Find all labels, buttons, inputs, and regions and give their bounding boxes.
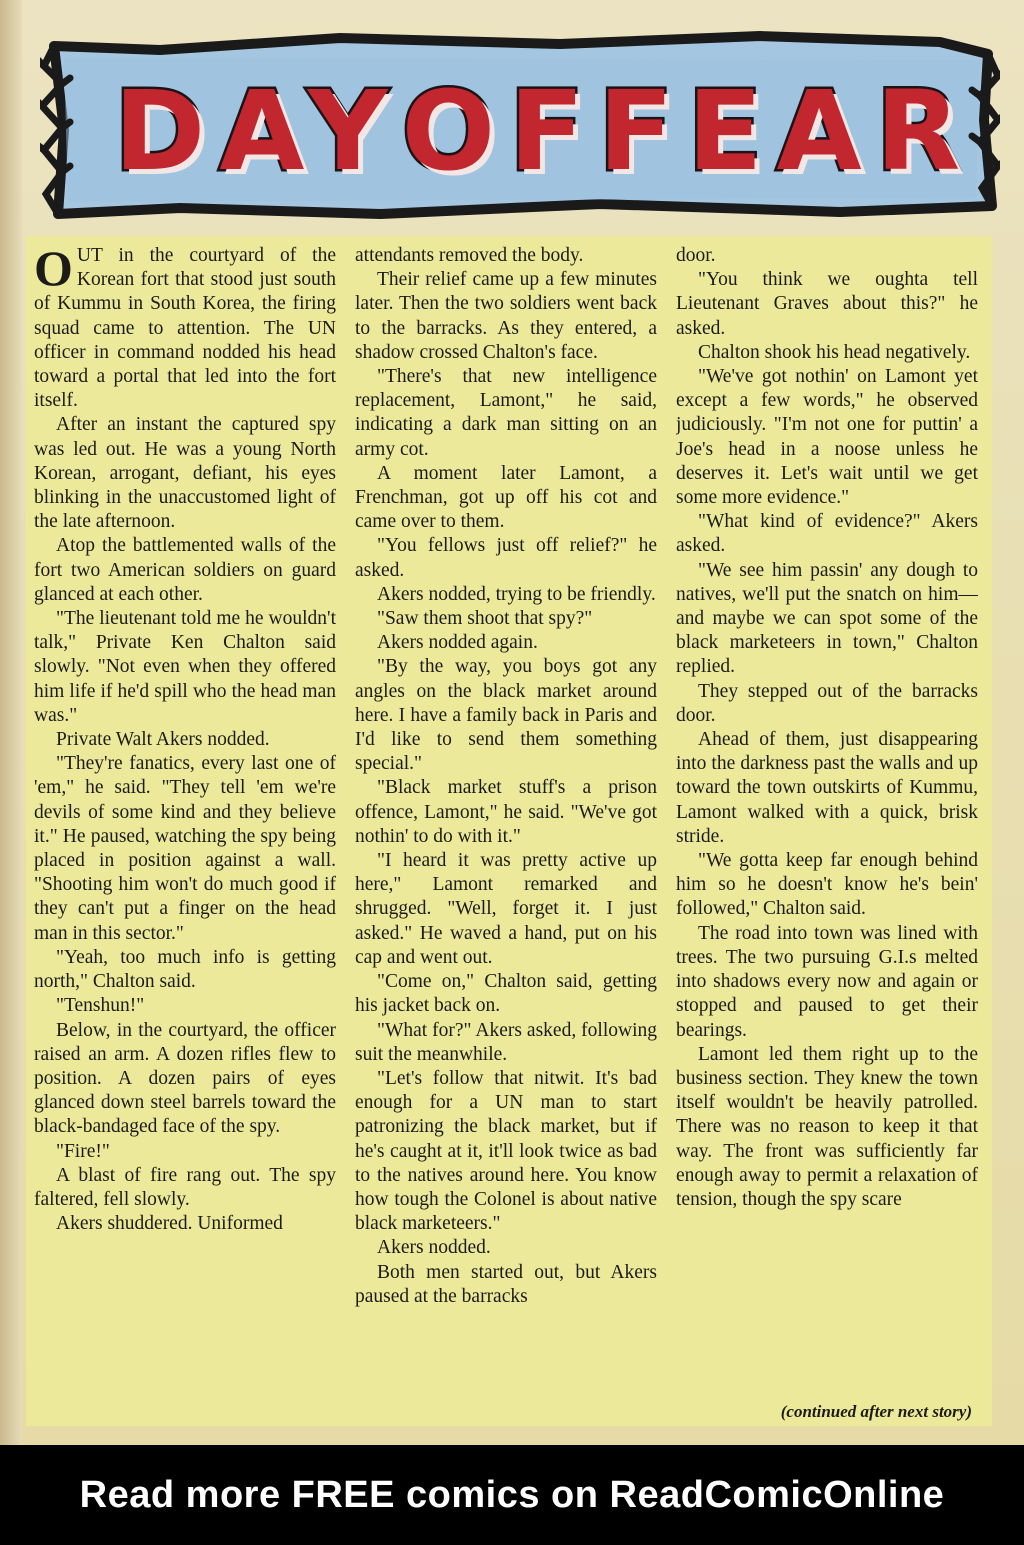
story-paragraph xyxy=(355,655,657,776)
paragraph-text: They stepped out of the barracks door. xyxy=(676,680,978,726)
story-paragraph xyxy=(34,1164,336,1212)
paragraph-text: "We gotta keep far enough behind him so he doesn't know he's bein' followed," Chalton said. xyxy=(676,850,978,920)
paragraph-text: "Tenshun!" xyxy=(56,995,145,1017)
story-paragraph xyxy=(355,970,657,1018)
paragraph-text: "We see him passin' any dough to natives, we'll put the snatch on him—and maybe we can spot some of the black marketeers in town," Chalton replied. xyxy=(676,559,978,678)
paragraph-text: UT in the courtyard of the Korean fort that stood just south of Kummu in South Korea, the firing squad came to attention. The UN officer in command nodded his head toward a portal that led into the fort itself. xyxy=(34,245,336,412)
paragraph-text: "By the way, you boys got any angles on the black market around here. I have a family back in Paris and I'd like to send them something special." xyxy=(355,656,657,775)
story-paragraph xyxy=(355,462,657,535)
story-column-3 xyxy=(676,244,978,1394)
paragraph-text: attendants removed the body. xyxy=(355,245,584,266)
story-paragraph xyxy=(676,365,978,510)
drop-cap: O xyxy=(34,244,73,296)
paragraph-text: Atop the battlemented walls of the fort two American soldiers on guard glanced at each other. xyxy=(34,535,336,605)
story-paragraph xyxy=(355,268,657,365)
paragraph-text: "What for?" Akers asked, following suit the meanwhile. xyxy=(355,1019,657,1065)
paragraph-text: Ahead of them, just disappearing into the darkness past the walls and up toward the town outskirts of Kummu, Lamont walked with a quick, brisk stride. xyxy=(676,729,978,847)
paragraph-text: "Fire!" xyxy=(56,1140,110,1162)
paragraph-text: "They're fanatics, every last one of 'em," he said. "They tell 'em we're devils of some kind and they believe it." He paused, watching the spy being placed in position against a wall. "Shooting him won't do much good if they can't put a finger on the head man in this sector." xyxy=(34,753,336,944)
paragraph-text: door. xyxy=(676,245,716,266)
paragraph-text: "Come on," Chalton said, getting his jacket back on. xyxy=(355,971,657,1017)
continued-note: (continued after next story) xyxy=(780,1402,972,1421)
paragraph-text: Akers nodded, trying to be friendly. xyxy=(377,583,656,605)
paragraph-text: The road into town was lined with trees. The two pursuing G.I.s melted into shadows every now and again or stopped and paused to get their bearings. xyxy=(676,922,978,1041)
story-paragraph xyxy=(676,849,978,922)
paragraph-text: "You think we oughta tell Lieutenant Graves about this?" he asked. xyxy=(676,269,978,339)
story-paragraph xyxy=(34,994,336,1018)
paragraph-text: "Let's follow that nitwit. It's bad enough for a UN man to start patronizing the black market, but if he's caught at it, it'll look twice as bad to the natives around here. You know how tough the Colonel is about native black marketeers." xyxy=(355,1067,657,1235)
paragraph-text: Both men started out, but Akers paused at the barracks xyxy=(355,1261,657,1307)
paragraph-text: "You fellows just off relief?" he asked. xyxy=(355,535,657,581)
paragraph-text: Private Walt Akers nodded. xyxy=(56,729,270,751)
story-paragraph xyxy=(676,1043,978,1212)
story-paragraph xyxy=(676,922,978,1043)
story-paragraph xyxy=(34,1212,336,1236)
story-paragraph xyxy=(355,1261,657,1309)
paragraph-text: A moment later Lamont, a Frenchman, got up off his cot and came over to them. xyxy=(355,462,657,533)
paragraph-text: Below, in the courtyard, the officer raised an arm. A dozen rifles flew to position. A dozen pairs of eyes glanced down steel barrels toward the black-bandaged face of the spy. xyxy=(34,1019,336,1138)
story-paragraph xyxy=(355,365,657,462)
story-paragraph xyxy=(676,680,978,728)
story-paragraph xyxy=(676,510,978,558)
promo-link[interactable]: Read more FREE comics on ReadComicOnline xyxy=(79,1473,945,1516)
paragraph-text: Akers nodded again. xyxy=(377,632,538,654)
story-paragraph xyxy=(355,1019,657,1067)
paragraph-text: "There's that new intelligence replacement, Lamont," he said, indicating a dark man sitting on an army cot. xyxy=(355,366,657,460)
paragraph-text: "I heard it was pretty active up here," Lamont remarked and shrugged. "Well, forget it. I just asked." He waved a hand, put on his cap and went out. xyxy=(355,850,657,968)
story-paragraph xyxy=(34,728,336,752)
story-paragraph xyxy=(355,607,657,631)
title-banner xyxy=(40,30,1000,222)
paragraph-text: Lamont led them right up to the business section. They knew the town itself wouldn't be heavily patrolled. There was no reason to keep it that way. The front was sufficiently far enough away to permit a relaxation of tension, though the spy scare xyxy=(676,1043,978,1210)
paragraph-text: "What kind of evidence?" Akers asked. xyxy=(676,511,978,557)
title-word-day: DAY xyxy=(114,67,402,195)
story-paragraph xyxy=(676,341,978,365)
story-paragraph xyxy=(355,1067,657,1236)
promo-footer[interactable] xyxy=(0,1445,1024,1545)
paragraph-text: "Saw them shoot that spy?" xyxy=(377,608,593,630)
story-paragraph xyxy=(34,1019,336,1140)
paragraph-text: Their relief came up a few minutes later. Then the two soldiers went back to the barracks. As they entered, a shadow crossed Chalton's face. xyxy=(355,269,657,363)
paragraph-text: A blast of fire rang out. The spy faltered, fell slowly. xyxy=(34,1164,336,1210)
title-word-fear: FEAR xyxy=(598,67,975,195)
story-paragraph xyxy=(676,268,978,341)
story-paragraph xyxy=(355,1236,657,1260)
paragraph-text: "Yeah, too much info is getting north," Chalton said. xyxy=(34,946,336,993)
story-paragraph xyxy=(355,534,657,582)
story-paragraph xyxy=(676,728,978,849)
paragraph-text: "The lieutenant told me he wouldn't talk," Private Ken Chalton said slowly. "Not even when they offered him life if he'd spill who the head man was." xyxy=(34,608,336,726)
title-word-of: OF xyxy=(401,67,599,195)
story-paragraph xyxy=(355,776,657,849)
paragraph-text: Akers nodded. xyxy=(377,1237,491,1259)
story-paragraph xyxy=(34,244,336,413)
story-paragraph xyxy=(34,534,336,607)
story-paragraph xyxy=(355,583,657,607)
paragraph-text: "Black market stuff's a prison offence, Lamont," he said. "We've got nothin' to do with it." xyxy=(355,777,657,847)
story-paragraph xyxy=(34,946,336,994)
story-paragraph xyxy=(34,752,336,946)
story-column-2 xyxy=(355,244,657,1394)
story-paragraph xyxy=(676,559,978,680)
story-paragraph xyxy=(355,631,657,655)
story-paragraph xyxy=(355,244,657,268)
paragraph-text: Chalton shook his head negatively. xyxy=(698,341,971,363)
story-paragraph xyxy=(34,1140,336,1164)
page-title xyxy=(98,66,975,196)
story-paragraph xyxy=(34,413,336,534)
story-paragraph xyxy=(676,244,978,268)
paragraph-text: "We've got nothin' on Lamont yet except a few words," he observed judiciously. "I'm not one for puttin' a Joe's head in a noose unless he deserves it. Let's wait until we get some more evidence." xyxy=(676,366,978,509)
paragraph-text: After an instant the captured spy was led out. He was a young North Korean, arrogant, defiant, his eyes blinking in the unaccustomed light of the late afternoon. xyxy=(34,414,336,533)
story-paragraph xyxy=(34,607,336,728)
paragraph-text: Akers shuddered. Uniformed xyxy=(56,1213,283,1235)
story-paragraph xyxy=(355,849,657,970)
page-edge xyxy=(0,0,22,1445)
story-column-1 xyxy=(34,244,336,1394)
